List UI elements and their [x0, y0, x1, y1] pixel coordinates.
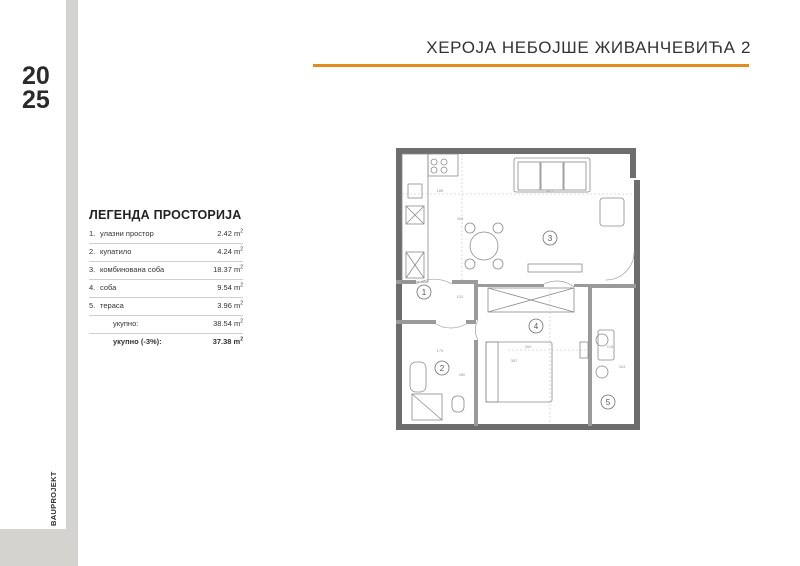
- dim-label: 175: [436, 348, 444, 353]
- door-swings: [416, 252, 634, 340]
- dim-label: 387: [510, 358, 518, 363]
- room-number-1: 1: [421, 288, 427, 297]
- room-number-3: 3: [547, 234, 553, 243]
- legend-row: 5. тераса 3.96 $m^2$: [89, 298, 243, 316]
- interior-walls: [396, 280, 636, 426]
- kitchen-counter: [402, 154, 458, 282]
- legend-total-row: укупно: 38.54 $m^2$: [89, 316, 243, 334]
- terrace-furniture: [596, 330, 614, 378]
- dim-label: 417: [546, 188, 554, 193]
- armchair: [600, 198, 624, 226]
- dim-label: 120: [456, 294, 464, 299]
- tv-unit: [528, 264, 582, 272]
- side-edge: [66, 0, 78, 529]
- page-title: ХЕРОЈА НЕБОЈШЕ ЖИВАНЧЕВИЋА 2: [426, 38, 751, 57]
- dim-label: 186: [436, 188, 444, 193]
- room-number-2: 2: [439, 364, 445, 373]
- room-legend: [89, 208, 243, 352]
- dim-label: 344: [618, 364, 626, 369]
- legend-title: ЛЕГЕНДА ПРОСТОРИЈА: [89, 208, 242, 222]
- room-numbers: [422, 234, 611, 407]
- legend-row: 2. купатило 4.24 $m^2$: [89, 244, 243, 262]
- room-number-4: 4: [533, 322, 539, 331]
- room-number-5: 5: [605, 398, 611, 407]
- floor-plan: [388, 140, 656, 434]
- dim-label: 260: [524, 344, 532, 349]
- bathroom-fixtures: [410, 362, 464, 420]
- legend-row: 3. комбинована соба 18.37 $m^2$: [89, 262, 243, 280]
- brand-logo-text: BAUPROJEKT: [49, 471, 58, 526]
- legend-row: 1. улазни простор 2.42 $m^2$: [89, 226, 243, 244]
- bedroom-furniture: [486, 288, 588, 402]
- dining-table: [465, 223, 503, 269]
- dim-label: 305: [456, 216, 464, 221]
- title-underline: [313, 64, 749, 67]
- dim-label: 280: [458, 372, 466, 377]
- dimension-lines: [402, 154, 634, 424]
- legend-row: 4. соба 9.54 $m^2$: [89, 280, 243, 298]
- dim-label: 118: [606, 344, 614, 349]
- room-markers: [417, 231, 615, 409]
- legend-total-reduced-row: укупно (-3%): 37.38 $m^2$: [113, 336, 243, 346]
- sofa: [514, 158, 590, 192]
- year-label: 20 25: [22, 62, 50, 114]
